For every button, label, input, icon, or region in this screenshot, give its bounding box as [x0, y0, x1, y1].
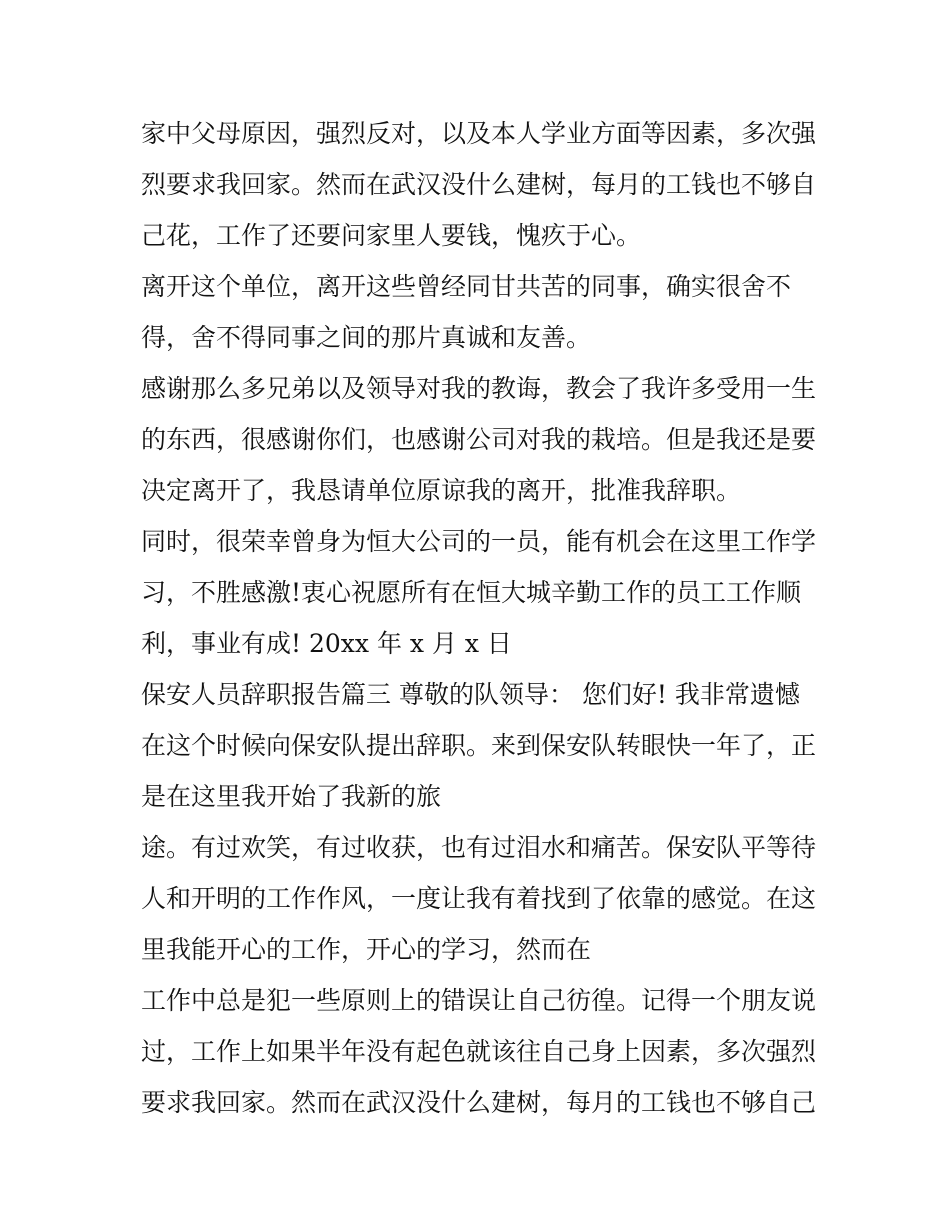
text-line: 过，工作上如果半年没有起色就该往自己身上因素，多次强烈	[141, 1037, 817, 1066]
text-line: 感谢那么多兄弟以及领导对我的教诲，教会了我许多受用一生	[141, 374, 817, 403]
text-line: 人和开明的工作作风，一度让我有着找到了依靠的感觉。在这	[141, 884, 817, 913]
document-body	[141, 108, 821, 1128]
text-line: 途。有过欢笑，有过收获，也有过泪水和痛苦。保安队平等待	[141, 833, 817, 862]
text-line: 的东西，很感谢你们，也感谢公司对我的栽培。但是我还是要	[141, 425, 817, 454]
text-line: 是在这里我开始了我新的旅	[141, 782, 442, 811]
text-line: 烈要求我回家。然而在武汉没什么建树，每月的工钱也不够自	[141, 170, 817, 199]
text-line: 要求我回家。然而在武汉没什么建树，每月的工钱也不够自己	[141, 1088, 817, 1117]
text-line: 决定离开了，我恳请单位原谅我的离开，批准我辞职。	[141, 476, 742, 505]
text-line: 利，事业有成! 20xx 年 x 月 x 日	[141, 629, 512, 658]
text-line: 己花，工作了还要问家里人要钱，愧疚于心。	[141, 221, 642, 250]
text-line: 保安人员辞职报告篇三 尊敬的队领导： 您们好! 我非常遗憾	[141, 680, 800, 709]
text-line: 习，不胜感激!衷心祝愿所有在恒大城辛勤工作的员工工作顺	[141, 578, 802, 607]
text-line: 家中父母原因，强烈反对，以及本人学业方面等因素，多次强	[141, 119, 817, 148]
text-line: 离开这个单位，离开这些曾经同甘共苦的同事，确实很舍不	[141, 272, 792, 301]
text-line: 里我能开心的工作，开心的学习，然而在	[141, 935, 592, 964]
text-line: 得，舍不得同事之间的那片真诚和友善。	[141, 323, 592, 352]
text-line: 在这个时候向保安队提出辞职。来到保安队转眼快一年了，正	[141, 731, 817, 760]
text-line: 同时，很荣幸曾身为恒大公司的一员，能有机会在这里工作学	[141, 527, 817, 556]
text-line: 工作中总是犯一些原则上的错误让自己彷徨。记得一个朋友说	[141, 986, 817, 1015]
